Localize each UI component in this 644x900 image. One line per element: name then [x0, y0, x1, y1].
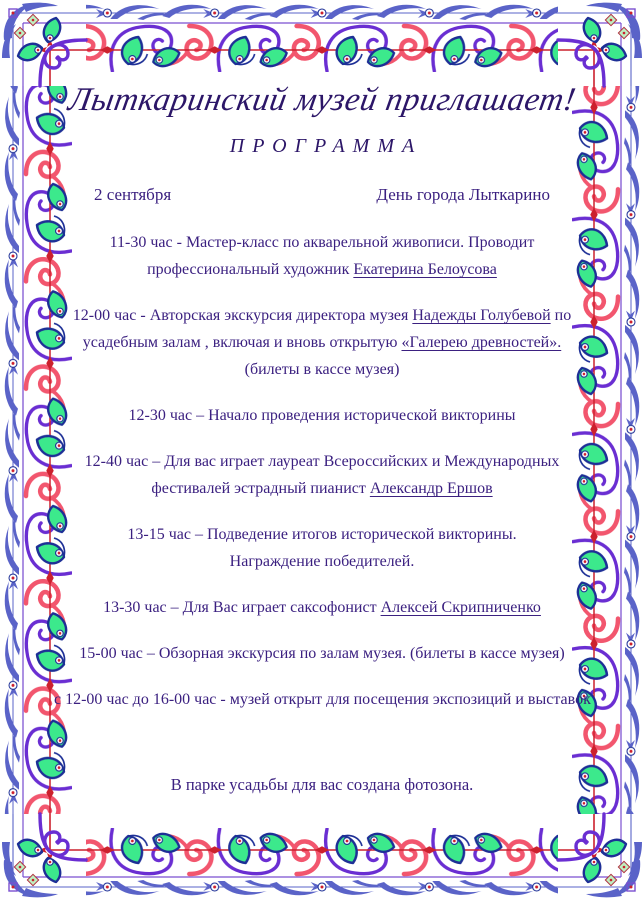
program-item [54, 640, 590, 667]
highlighted-name: «Галерею древностей». [401, 334, 562, 351]
program-item [54, 594, 590, 621]
program-item [54, 302, 590, 383]
program-line [54, 256, 590, 283]
program-line [54, 548, 590, 575]
program-text: 11-30 час - Мастер-класс по акварельной живописи. Проводит [109, 234, 535, 251]
program-heading: ПРОГРАММА [229, 135, 423, 157]
page-title: Лыткаринский музей приглашает! [65, 82, 579, 118]
program-text: фестивалей эстрадный пианист [151, 480, 370, 497]
border-bottom [0, 828, 644, 900]
program-line [54, 229, 590, 256]
program-text: 12-00 час - Авторская экскурсия директора музея [72, 307, 413, 324]
event-date: 2 сентября [94, 185, 172, 204]
program-text: 12-30 час – Начало проведения исторической викторины [128, 407, 516, 424]
flyer-content [54, 72, 590, 828]
program-line [54, 402, 590, 429]
program-item [54, 402, 590, 429]
program-text: 13-30 час – Для Вас играет саксофонист [103, 599, 381, 616]
program-line [54, 521, 590, 548]
program-text: (билеты в кассе музея) [244, 361, 400, 378]
program-line [54, 475, 590, 502]
program-line [54, 329, 590, 356]
program-list [54, 206, 590, 713]
program-text: профессиональный художник [147, 261, 354, 278]
program-text: 15-00 час – Обзорная экскурсия по залам музея. (билеты в кассе музея) [79, 645, 565, 662]
highlighted-name: Екатерина Белоусова [353, 261, 497, 278]
program-item [54, 448, 590, 502]
highlighted-name: Александр Ершов [369, 480, 493, 497]
program-text: 13-15 час – Подведение итогов исторической викторины. [127, 526, 517, 543]
program-line [54, 302, 590, 329]
program-line [54, 356, 590, 383]
program-line [54, 594, 590, 621]
highlighted-name: Алексей Скрипниченко [380, 599, 541, 616]
program-item [54, 521, 590, 575]
date-row [54, 184, 590, 206]
program-text: 12-40 час – Для вас играет лауреат Всероссийских и Международных [84, 453, 560, 470]
footer-note: В парке усадьбы для вас создана фотозона. [170, 775, 474, 794]
event-name: День города Лыткарино [376, 185, 550, 204]
program-item [54, 686, 590, 713]
program-line [54, 448, 590, 475]
border-top [0, 0, 644, 72]
highlighted-name: Надежды Голубевой [412, 307, 551, 324]
program-text: усадебным залам , включая и вновь открытую [82, 334, 402, 351]
program-line [54, 686, 590, 713]
program-text: Награждение победителей. [229, 553, 415, 570]
program-line [54, 640, 590, 667]
program-text: по [550, 307, 572, 324]
program-text: с 12-00 час до 16-00 час - музей открыт для посещения экспозиций и выставок [54, 691, 591, 708]
program-item [54, 229, 590, 283]
